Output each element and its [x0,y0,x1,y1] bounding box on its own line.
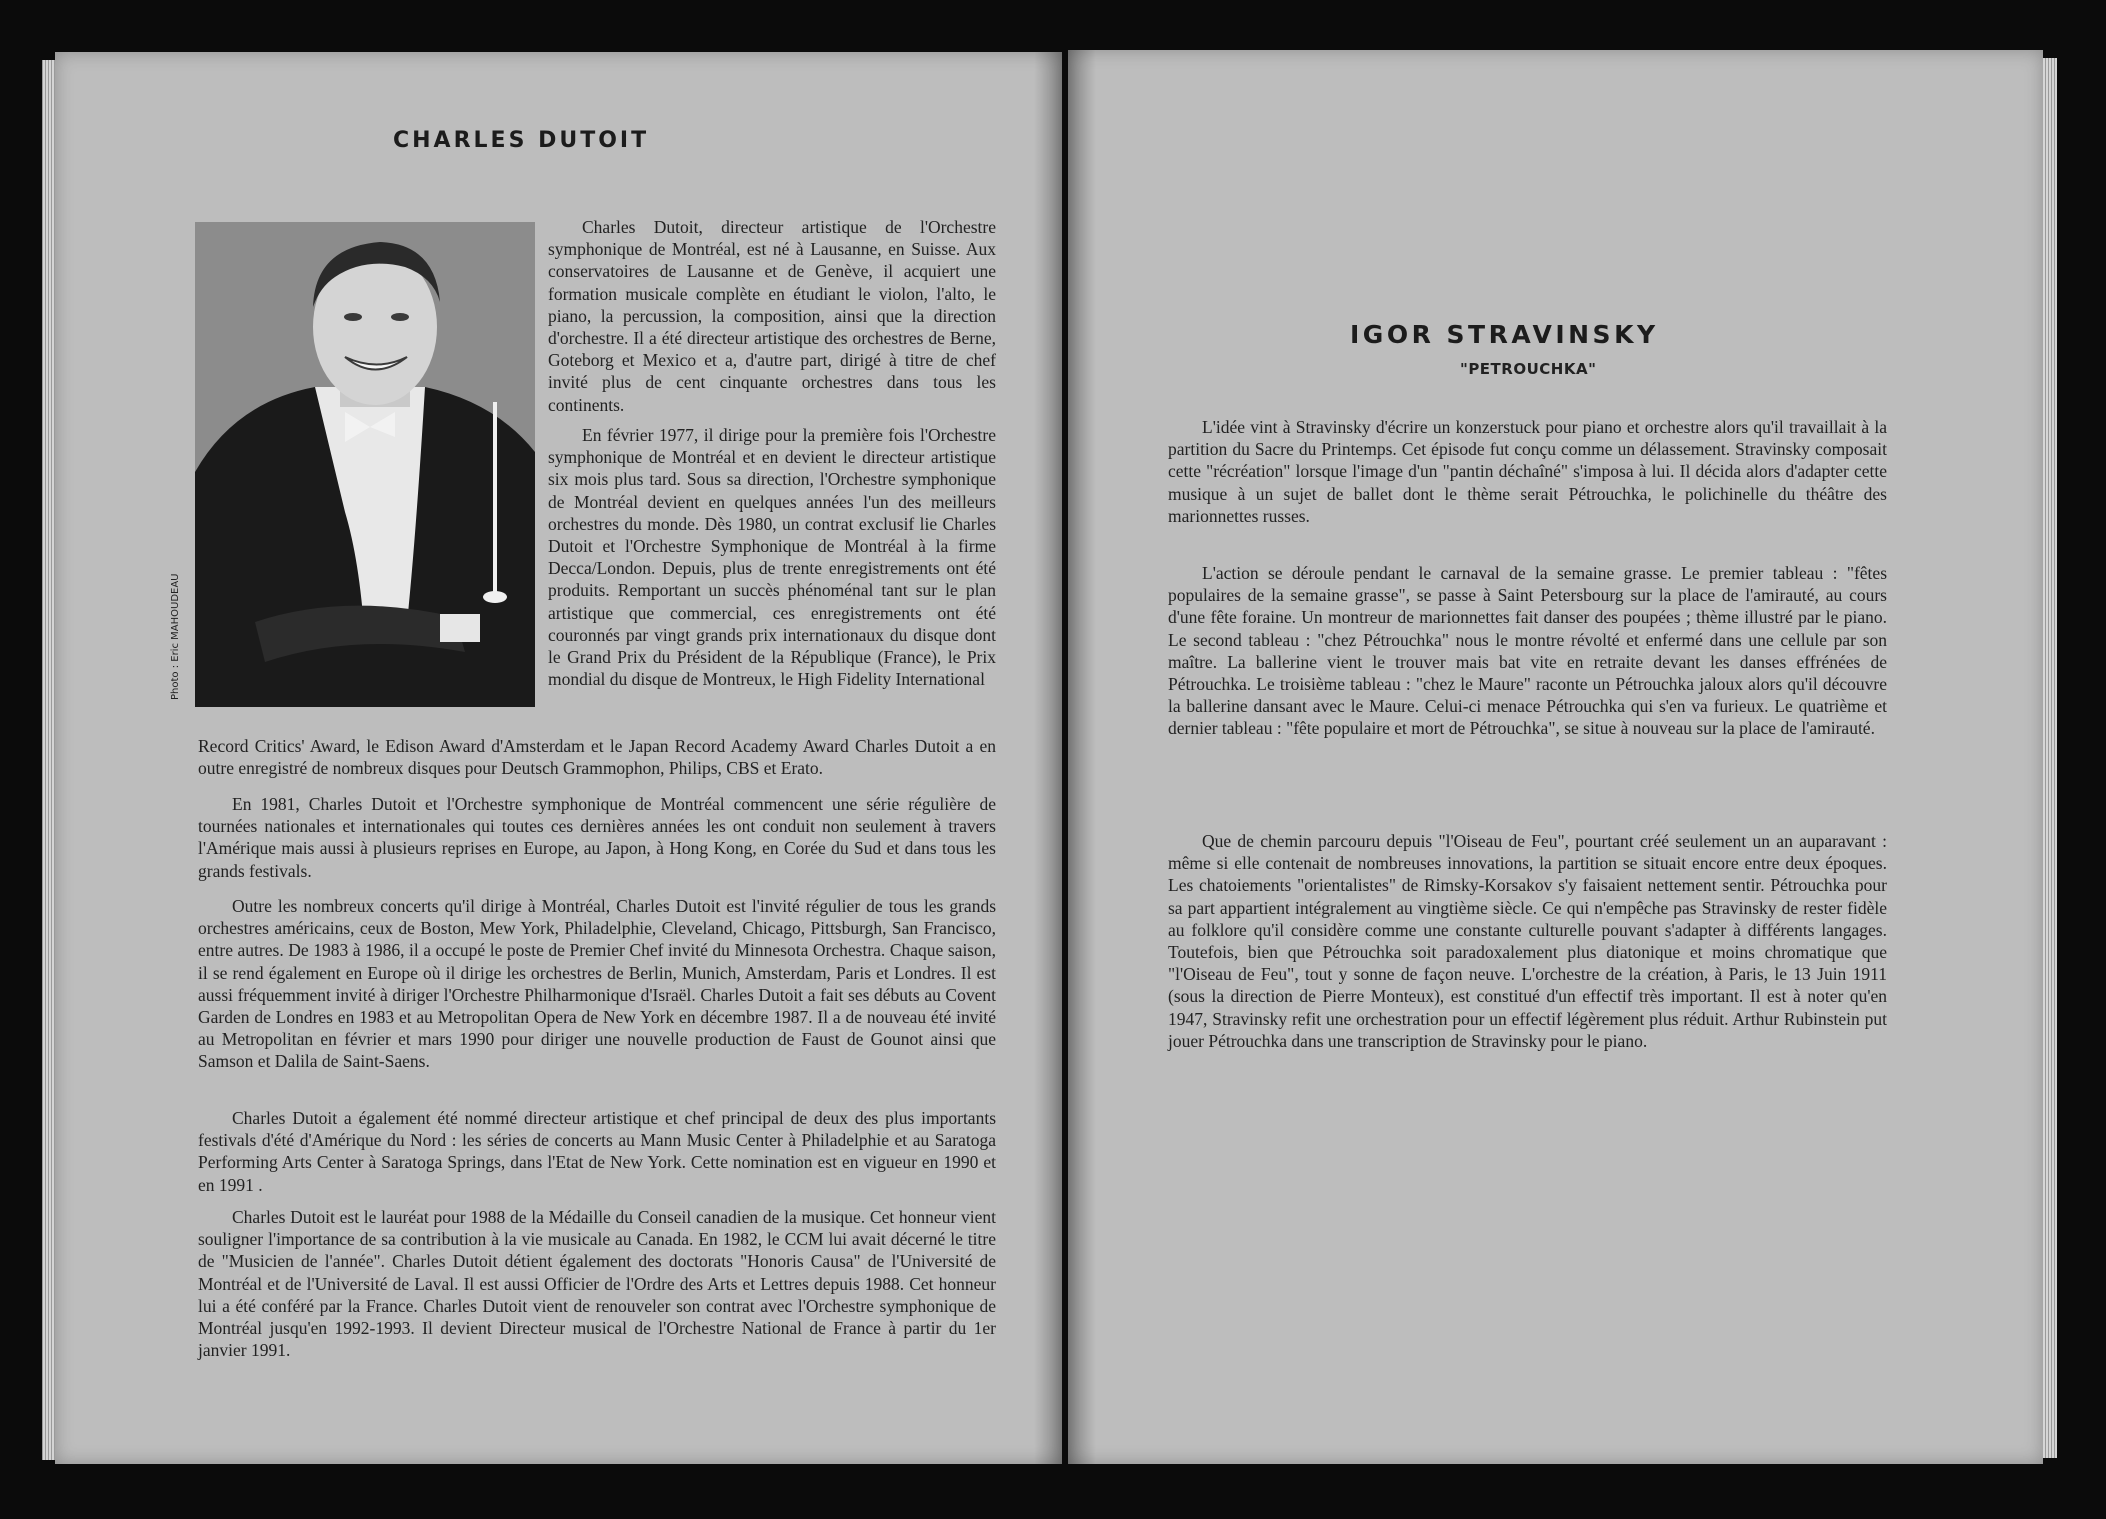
right-paragraph-3: Que de chemin parcouru depuis "l'Oiseau de Feu", pourtant créé seulement un an auparavant : même si elle contenait de nombreuses innovations, la partition se situait encore entre deux époques. Les chatoiements "orientalistes" de Rimsky-Korsakov s'y faisaient nettement sentir. Pétrouchka pour sa part appartient intégralement au vingtième siècle. Ce qui n'empêche pas Stravinsky de rester fidèle au folklore qu'il considère comme une constante culturelle pouvant s'adapter à différents langages. Toutefois, bien que Pétrouchka soit paradoxalement plus diatonique et moins chromatique que "l'Oiseau de Feu", tout y sonne de façon neuve. L'orchestre de la création, à Paris, le 13 Juin 1911 (sous la direction de Pierre Monteux), est constitué d'un effectif très important. Il est à noter qu'en 1947, Stravinsky refit une orchestration pour un effectif légèrement plus réduit. Arthur Rubinstein put jouer Pétrouchka dans une transcription de Stravinsky pour le piano. [1168,831,1887,1051]
gutter-shadow [1034,52,1062,1464]
gutter-shadow [1068,50,1096,1464]
left-paragraph-2: En février 1977, il dirige pour la première fois l'Orchestre symphonique de Montréal et en devient le directeur artistique six mois plus tard. Sous sa direction, l'Orchestre symphonique de Montréal devient en quelques années l'un des meilleurs orchestres du monde. Dès 1980, un contrat exclusif lie Charles Dutoit et l'Orchestre Symphonique de Montréal à la firme Decca/London. Depuis, plus de trente enregistrements ont été produits. Remportant un succès phénoménal tant sur le plan artistique que commercial, ces enregistrements ont été couronnés par vingt grands prix internationaux du disque dont le Grand Prix du Président de la République (France), le Prix mondial du disque de Montreux, le High Fidelity International [548,425,996,690]
right-paragraph-2: L'action se déroule pendant le carnaval de la semaine grasse. Le premier tableau : "fêtes populaires de la semaine grasse", se passe à Saint Petersbourg sur la place de l'amirauté, au cours d'une fête foraine. Un montreur de marionnettes fait danser des poupées ; thème illustré par le piano. Le second tableau : "chez Pétrouchka" nous le montre révolté et enfermé dans une cellule par son maître. La ballerine vient le trouver mais bat vite en retraite devant les danses effrénées de Pétrouchka. Le troisième tableau : "chez le Maure" raconte un Pétrouchka jaloux alors qu'il découvre la ballerine dansant avec le Maure. Celui-ci menace Pétrouchka qui s'en va furieux. Le quatrième et dernier tableau : "fête populaire et mort de Pétrouchka", se situe à nouveau sur la place de l'amirauté. [1168,563,1887,739]
left-paragraph-4: En 1981, Charles Dutoit et l'Orchestre symphonique de Montréal commencent une série régulière de tournées nationales et internationales qui toutes ces dernières années les ont conduit non seulement à travers l'Amérique mais aussi à plusieurs reprises en Europe, au Japon, à Hong Kong, en Corée du Sud et dans tous les grands festivals. [198,794,996,881]
page-title: IGOR STRAVINSKY [1350,320,1659,349]
page-edges-left [42,60,56,1460]
right-paragraph-1: L'idée vint à Stravinsky d'écrire un konzerstuck pour piano et orchestre alors qu'il travaillait à la partition du Sacre du Printemps. Cet épisode fut conçu comme un délassement. Stravinsky composait cette "récréation" lorsque l'image d'un "pantin déchaîné" s'imposa à lui. Il décida alors d'adapter cette musique à un sujet de ballet dont le thème serait Pétrouchka, le polichinelle du théâtre des marionnettes russes. [1168,417,1887,526]
portrait-photo [195,222,535,707]
left-paragraph-6: Charles Dutoit a également été nommé directeur artistique et chef principal de deux des plus importants festivals d'été d'Amérique du Nord : les séries de concerts au Mann Music Center à Philadelphie et au Saratoga Performing Arts Center à Saratoga Springs, dans l'Etat de New York. Cette nomination est en vigueur en 1990 et en 1991 . [198,1108,996,1195]
left-paragraph-5: Outre les nombreux concerts qu'il dirige à Montréal, Charles Dutoit est l'invité régulier de tous les grands orchestres américains, ceux de Boston, Mew York, Philadelphie, Cleveland, Chicago, Pittsburgh, San Francisco, entre autres. De 1983 à 1986, il a occupé le poste de Premier Chef invité du Minnesota Orchestra. Chaque saison, il se rend également en Europe où il dirige les orchestres de Berlin, Munich, Amsterdam, Paris et Londres. Il est aussi fréquemment invité à diriger l'Orchestre Philharmonique d'Israël. Charles Dutoit a fait ses débuts au Covent Garden de Londres en 1983 et au Metropolitan Opera de New York en décembre 1987. Il a de nouveau été invité au Metropolitan en février et mars 1990 pour diriger une nouvelle production de Faust de Gounot ainsi que Samson et Dalila de Saint-Saens. [198,896,996,1072]
photo-credit: Photo : Eric MAHOUDEAU [170,573,181,700]
page-edges-right [2043,58,2057,1458]
left-paragraph-3: Record Critics' Award, le Edison Award d'Amsterdam et le Japan Record Academy Award Charles Dutoit a en outre enregistré de nombreux disques pour Deutsch Grammophon, Philips, CBS et Erato. [198,736,996,779]
page-title: CHARLES DUTOIT [393,128,650,153]
left-paragraph-7: Charles Dutoit est le lauréat pour 1988 de la Médaille du Conseil canadien de la musique. Cet honneur vient souligner l'importance de sa contribution à la vie musicale au Canada. En 1982, le CCM lui avait décerné le titre de "Musicien de l'année". Charles Dutoit détient également des doctorats "Honoris Causa" de l'Université de Montréal et de l'Université de Laval. Il est aussi Officier de l'Ordre des Arts et Lettres depuis 1988. Cet honneur lui a été conféré par la France. Charles Dutoit vient de renouveler son contrat avec l'Orchestre symphonique de Montréal jusqu'en 1992-1993. Il devient Directeur musical de l'Orchestre National de France à partir du 1er janvier 1991. [198,1207,996,1361]
portrait-illustration [195,222,535,707]
right-page [1068,50,2043,1464]
left-paragraph-1: Charles Dutoit, directeur artistique de l'Orchestre symphonique de Montréal, est né à Lausanne, en Suisse. Aux conservatoires de Lausanne et de Genève, il acquiert une formation musicale complète en étudiant le violon, l'alto, le piano, la percussion, la composition, ainsi que la direction d'orchestre. Il a été directeur artistique des orchestres de Berne, Goteborg et Mexico et a, d'autre part, dirigé à titre de chef invité plus de cent cinquante orchestres dans tous les continents. [548,217,996,415]
page-subtitle: "PETROUCHKA" [1460,360,1597,378]
